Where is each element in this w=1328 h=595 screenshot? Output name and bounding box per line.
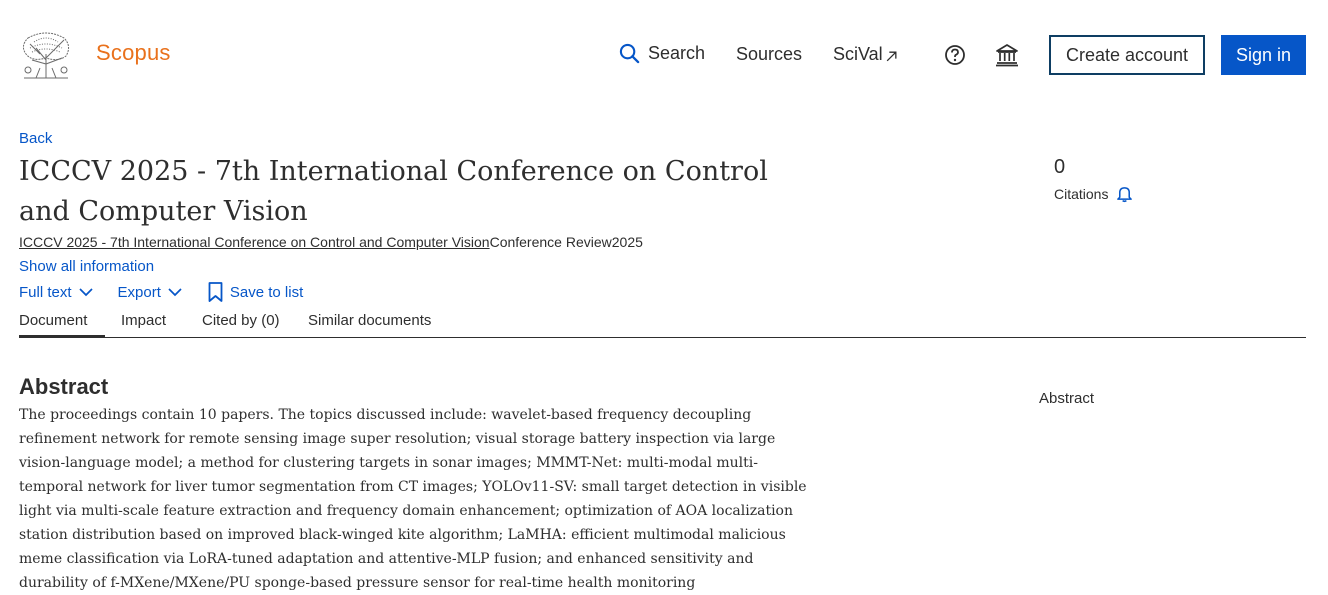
tab-document[interactable]: Document xyxy=(19,312,105,338)
tab-cited-by[interactable]: Cited by (0) xyxy=(202,312,280,329)
citations-count: 0 xyxy=(1054,156,1066,178)
nav-scival[interactable] xyxy=(833,44,898,65)
bookmark-icon xyxy=(207,282,224,302)
create-account-button[interactable]: Create account xyxy=(1049,35,1205,75)
export-label: Export xyxy=(117,283,161,301)
abstract-text: The proceedings contain 10 papers. The topics discussed include: wavelet-based frequency decoupling refinement network for remote sensing image super resolution; visual storage battery inspection via large vision-language model; a method for clustering targets in sonar images; MMMT-Net: multi-modal multi-temporal network for liver tumor segmentation from CT images; YOLOv11-SV: small target detection in visible light via multi-scale feature extraction and frequency domain enhancement; optimization of AOA localization station distribution based on improved black-winged kite algorithm; LaMHA: efficient multimodal malicious meme classification via LoRA-tuned adaptation and attentive-MLP fusion; and enhanced sensitivity and durability of f-MXene/MXene/PU sponge-based pressure sensor for real-time health monitoring xyxy=(19,407,807,591)
chevron-down-icon xyxy=(78,284,94,300)
citations-label-row xyxy=(1054,185,1133,202)
elsevier-tree-logo[interactable] xyxy=(18,30,74,80)
source-line xyxy=(19,234,643,250)
scopus-brand[interactable]: Scopus xyxy=(96,40,171,65)
external-link-icon xyxy=(885,50,898,63)
search-icon xyxy=(619,43,640,64)
save-to-list-label: Save to list xyxy=(229,283,304,301)
source-title-link[interactable]: ICCCV 2025 - 7th International Conference on Control and Computer Vision xyxy=(19,234,490,250)
nav-search[interactable] xyxy=(619,43,705,64)
sign-in-button[interactable]: Sign in xyxy=(1221,35,1306,75)
tab-impact[interactable]: Impact xyxy=(121,312,167,329)
side-nav-abstract-link[interactable]: Abstract xyxy=(1039,390,1095,407)
show-all-information-link[interactable]: Show all information xyxy=(19,258,155,275)
citations-label: Citations xyxy=(1054,185,1109,202)
export-dropdown[interactable] xyxy=(118,284,183,301)
document-type: Conference Review xyxy=(489,234,612,250)
abstract-heading: Abstract xyxy=(19,374,109,399)
institution-icon[interactable] xyxy=(995,43,1019,67)
back-link[interactable]: Back xyxy=(19,130,53,147)
full-text-dropdown[interactable] xyxy=(19,284,94,301)
save-to-list-button[interactable] xyxy=(207,282,303,302)
chevron-down-icon xyxy=(167,284,183,300)
full-text-label: Full text xyxy=(19,283,72,301)
publication-year: 2025 xyxy=(611,234,643,250)
nav-search-label: Search xyxy=(648,43,706,63)
bell-icon[interactable] xyxy=(1116,185,1133,202)
nav-sources[interactable]: Sources xyxy=(736,44,803,64)
help-icon[interactable] xyxy=(944,44,966,66)
document-tabs xyxy=(19,312,1306,338)
tab-similar-documents[interactable]: Similar documents xyxy=(308,312,432,329)
document-actions xyxy=(19,282,327,302)
top-header xyxy=(0,0,1328,110)
document-title: ICCCV 2025 - 7th International Conference on Control and Computer Vision xyxy=(19,156,768,227)
nav-scival-label: SciVal xyxy=(833,44,883,64)
